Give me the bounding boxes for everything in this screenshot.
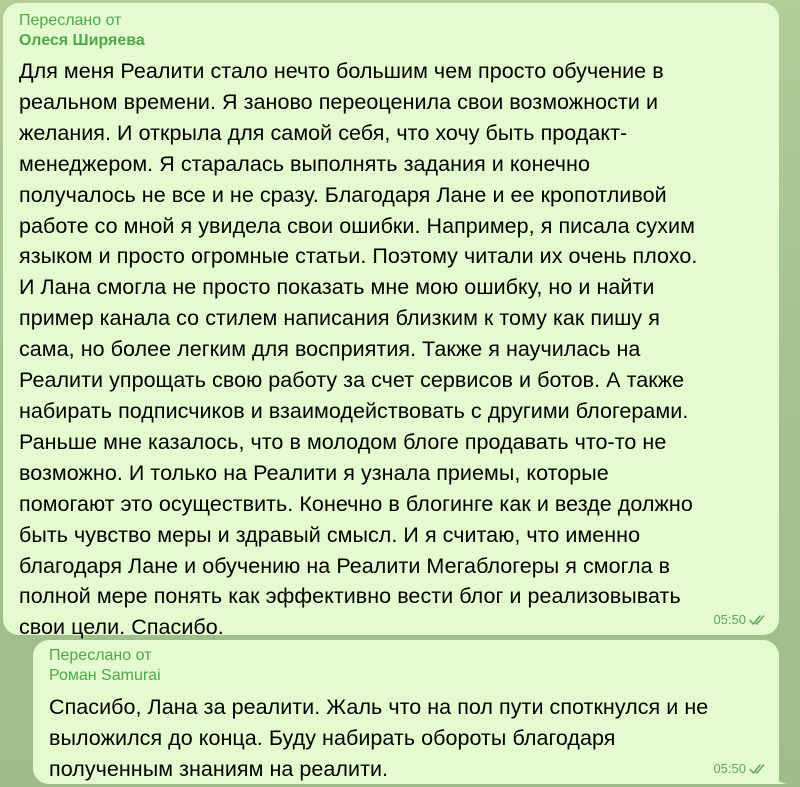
message-meta bbox=[713, 612, 767, 627]
forwarded-author-link[interactable]: Роман Samurai bbox=[49, 667, 161, 684]
message-bubble[interactable] bbox=[3, 3, 779, 640]
message-time: 05:50 bbox=[713, 612, 746, 627]
double-check-icon bbox=[749, 614, 767, 626]
message-text: Для меня Реалити стало нечто большим чем просто обучение в реальном времени. Я заново переоценила свои возможности и желания. И открыла для самой себя, что хочу быть продакт- менеджером. Я старалась выполнять задания и конечно получалось не все и не сразу. Благодаря Лане и ее кропотливой работе со мной я увидела свои ошибки. Например, я писала сухим языком и просто огромные статьи. Поэтому читали их очень плохо. И Лана смогла не просто показать мне мою ошибку, но и найти пример канала со стилем написания близким к тому как пишу я сама, но более легким для восприятия. Также я научилась на Реалити упрощать свою работу за счет сервисов и ботов. А также набирать подписчиков и взаимодействовать с другими блогерами. Раньше мне казалось, что в молодом блоге продавать что-то не возможно. И только на Реалити я узнала приемы, которые помогают это осуществить. Конечно в блогинге как и везде должно быть чувство меры и здравый смысл. И я считаю, что именно благодаря Лане и обучению на Реалити Мегаблогеры я смогла в полной мере понять как эффективно вести блог и реализовывать свои цели. Спасибо. bbox=[19, 59, 698, 640]
forwarded-author-link[interactable]: Олеся Ширяева bbox=[19, 32, 145, 49]
message-time: 05:50 bbox=[713, 761, 746, 776]
message-meta bbox=[713, 761, 767, 776]
double-check-icon bbox=[749, 763, 767, 775]
message-bubble[interactable] bbox=[33, 640, 779, 784]
forwarded-label: Переслано от bbox=[49, 647, 152, 664]
bubble-tail bbox=[773, 770, 787, 784]
forwarded-label: Переслано от bbox=[19, 12, 122, 29]
message-text: Спасибо, Лана за реалити. Жаль что на пол пути споткнулся и не выложился до конца. Буду набирать обороты благодаря полученным знаниям на реалити. bbox=[49, 695, 709, 781]
